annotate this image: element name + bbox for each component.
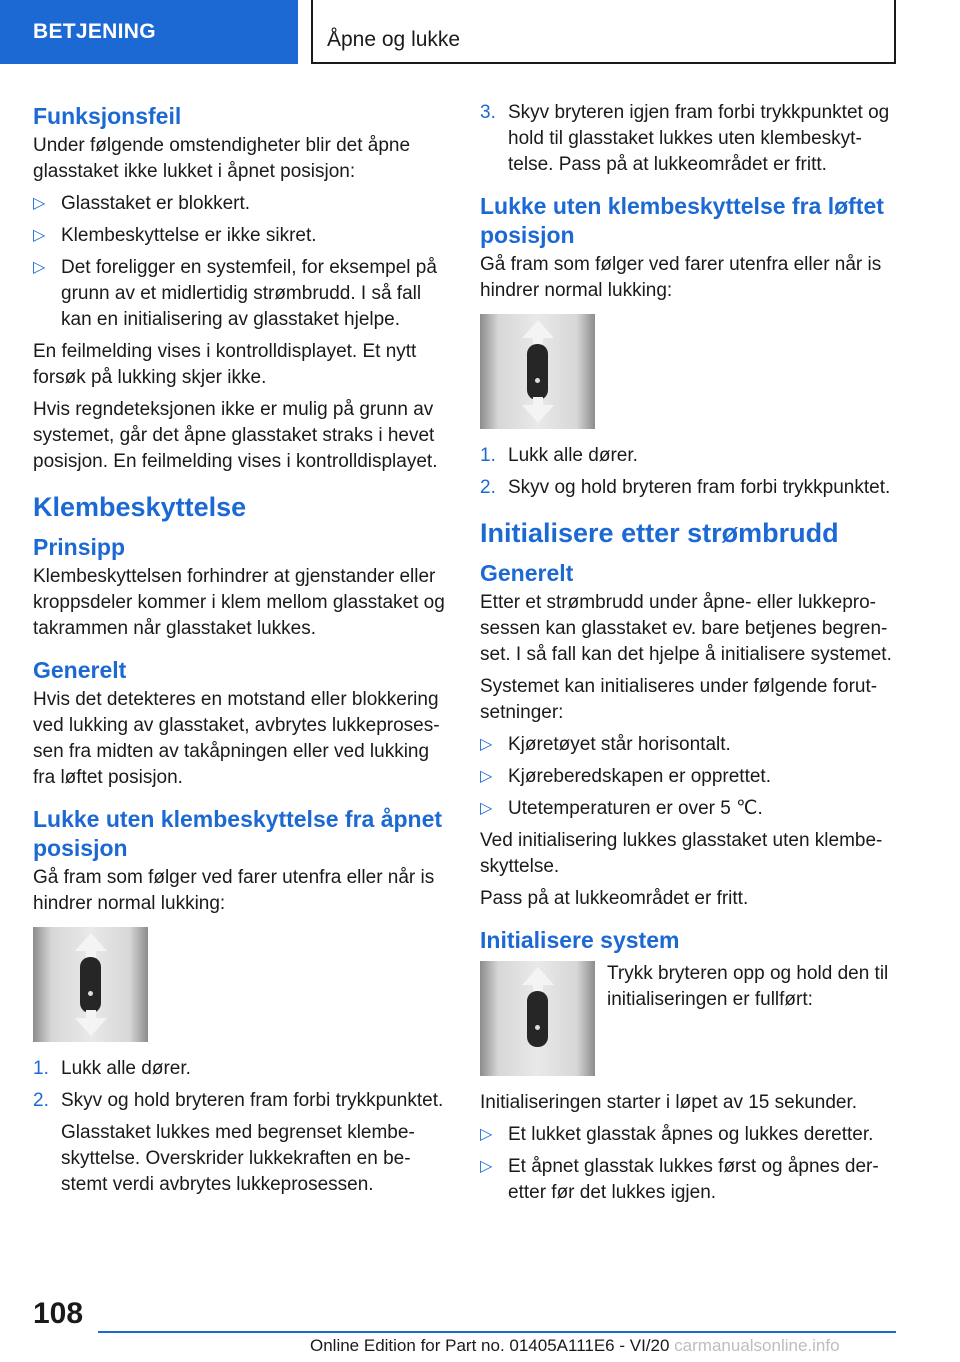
list-item-text: Skyv og hold bryteren fram forbi trykkpunktet.	[61, 1090, 444, 1111]
step-number: 1.	[33, 1058, 49, 1079]
paragraph: Klembeskyttelsen forhindrer at gjenstander eller kroppsdeler kommer i klem mellom glasstaket og takrammen når glasstaket lukkes.	[33, 566, 445, 639]
list-item	[480, 796, 900, 822]
footer-rule	[98, 1331, 896, 1333]
list-item-text: Lukk alle dører.	[61, 1058, 191, 1079]
triangle-bullet-icon: ▷	[33, 227, 46, 244]
list-item-text: Lukk alle dører.	[508, 445, 638, 466]
triangle-bullet-icon: ▷	[33, 195, 46, 212]
heading-klembeskyttelse: Klembeskyttelse	[33, 492, 247, 522]
list-item	[480, 732, 900, 758]
step-number: 3.	[480, 102, 496, 123]
triangle-bullet-icon: ▷	[480, 1126, 493, 1143]
right-column	[480, 100, 900, 1212]
footer-edition	[310, 1336, 840, 1356]
paragraph: Hvis regndeteksjonen ikke er mulig på grunn av systemet, går det åpne glasstaket straks i hevet posisjon. En feilmelding vises i kontrolldisplayet.	[33, 399, 438, 472]
paragraph: En feilmelding vises i kontrolldisplayet. Et nytt forsøk på lukking skjer ikke.	[33, 341, 417, 388]
section-tab: BETJENING	[0, 0, 298, 64]
heading-lukke-apnet: Lukke uten klembeskyttelse fra åpnet posisjon	[33, 806, 443, 861]
list-item	[480, 764, 900, 790]
heading-initialisere-strombrudd: Initialisere etter strømbrudd	[480, 518, 839, 548]
switch-icon	[527, 991, 548, 1047]
section-generelt	[33, 656, 453, 791]
numbered-list	[33, 1056, 453, 1114]
triangle-bullet-icon: ▷	[480, 736, 493, 753]
switch-icon	[80, 957, 101, 1013]
step-number: 2.	[33, 1090, 49, 1111]
list-item-text: Kjøreberedskapen er opprettet.	[508, 766, 771, 787]
list-item-text: Kjøretøyet står horisontalt.	[508, 734, 731, 755]
bullet-list	[33, 191, 453, 333]
paragraph: Pass på at lukkeområdet er fritt.	[480, 888, 749, 909]
paragraph: Systemet kan initialiseres under følgende forut-setninger:	[480, 676, 878, 723]
list-item-text: Glasstaket er blokkert.	[61, 193, 251, 214]
list-item-text: Skyv bryteren igjen fram forbi trykkpunktet og hold til glasstaket lukkes uten klembeskyt-telse. Pass på at lukkeområdet er fritt.	[508, 102, 890, 175]
heading-generelt: Generelt	[33, 657, 127, 683]
arrow-up-icon	[75, 933, 107, 951]
numbered-list	[480, 443, 900, 501]
roof-switch-image	[480, 314, 595, 429]
triangle-bullet-icon: ▷	[33, 259, 46, 276]
list-item	[33, 1056, 453, 1082]
arrow-down-icon	[522, 405, 554, 423]
section-initialisere-system	[480, 926, 900, 1206]
paragraph: Under følgende omstendigheter blir det åpne glasstaket ikke lukket i åpnet posisjon:	[33, 135, 411, 182]
list-item-text: Utetemperaturen er over 5 ℃.	[508, 798, 763, 819]
triangle-bullet-icon: ▷	[480, 768, 493, 785]
heading-initialisere-system: Initialisere system	[480, 927, 680, 953]
paragraph: Hvis det detekteres en motstand eller blokkering ved lukking av glasstaket, avbrytes lukkeproses-sen fra midten av takåpningen eller ved lukking fra løftet posisjon.	[33, 689, 440, 788]
list-item	[480, 443, 900, 469]
step-number: 1.	[480, 445, 496, 466]
arrow-up-icon	[522, 320, 554, 338]
roof-switch-image	[33, 927, 148, 1042]
list-item	[33, 191, 453, 217]
section-funksjonsfeil	[33, 102, 453, 475]
heading-lukke-loftet: Lukke uten klembeskyttelse fra løftet posisjon	[480, 193, 884, 248]
section-prinsipp	[33, 533, 453, 642]
bullet-list	[480, 732, 900, 822]
triangle-bullet-icon: ▷	[480, 800, 493, 817]
paragraph: Gå fram som følger ved farer utenfra eller når is hindrer normal lukking:	[480, 254, 882, 301]
list-item-text: Et lukket glasstak åpnes og lukkes deretter.	[508, 1124, 874, 1145]
page-number: 108	[33, 1297, 84, 1330]
list-item-text: Et åpnet glasstak lukkes først og åpnes der-etter før det lukkes igjen.	[508, 1156, 879, 1203]
list-item-text: Skyv og hold bryteren fram forbi trykkpunktet.	[508, 477, 891, 498]
list-item	[480, 1122, 900, 1148]
paragraph: Etter et strømbrudd under åpne- eller lukkepro-sessen kan glasstaket ev. bare betjenes begren-set. I så fall kan det hjelpe å initialisere systemet.	[480, 592, 892, 665]
page-title: Åpne og lukke	[311, 0, 896, 64]
section-lukke-apnet	[33, 805, 453, 1198]
section-generelt-right	[480, 559, 900, 912]
list-item	[33, 223, 453, 249]
paragraph: Gå fram som følger ved farer utenfra eller når is hindrer normal lukking:	[33, 867, 435, 914]
heading-funksjonsfeil: Funksjonsfeil	[33, 103, 182, 129]
step-note: Glasstaket lukkes med begrenset klembe-skyttelse. Overskrider lukkekraften en be-stemt verdi avbrytes lukkeprosessen.	[61, 1122, 415, 1195]
triangle-bullet-icon: ▷	[480, 1158, 493, 1175]
arrow-down-icon	[75, 1018, 107, 1036]
list-item-text: Det foreligger en systemfeil, for eksempel på grunn av et midlertidig strømbrudd. I så fall kan en initialisering av glasstaket hjelpe.	[61, 257, 437, 330]
switch-icon	[527, 344, 548, 400]
list-item-text: Klembeskyttelse er ikke sikret.	[61, 225, 317, 246]
paragraph: Ved initialisering lukkes glasstaket uten klembe-skyttelse.	[480, 830, 883, 877]
heading-generelt: Generelt	[480, 560, 574, 586]
section-lukke-loftet	[480, 192, 900, 501]
list-item	[480, 1154, 900, 1206]
roof-switch-image	[480, 961, 595, 1076]
list-item	[33, 255, 453, 333]
step-number: 2.	[480, 477, 496, 498]
watermark-text: carmanualsonline.info	[674, 1336, 840, 1355]
paragraph: Initialiseringen starter i løpet av 15 sekunder.	[480, 1092, 858, 1113]
left-column	[33, 100, 453, 1204]
list-item	[480, 475, 900, 501]
edition-text: Online Edition for Part no. 01405A111E6 - VI/20	[310, 1336, 670, 1355]
paragraph: Trykk bryteren opp og hold den til initialiseringen er fullført:	[607, 963, 889, 1010]
list-item	[480, 100, 900, 178]
arrow-up-icon	[522, 967, 554, 985]
list-item	[33, 1088, 453, 1114]
numbered-list	[480, 100, 900, 178]
bullet-list	[480, 1122, 900, 1206]
heading-prinsipp: Prinsipp	[33, 534, 126, 560]
